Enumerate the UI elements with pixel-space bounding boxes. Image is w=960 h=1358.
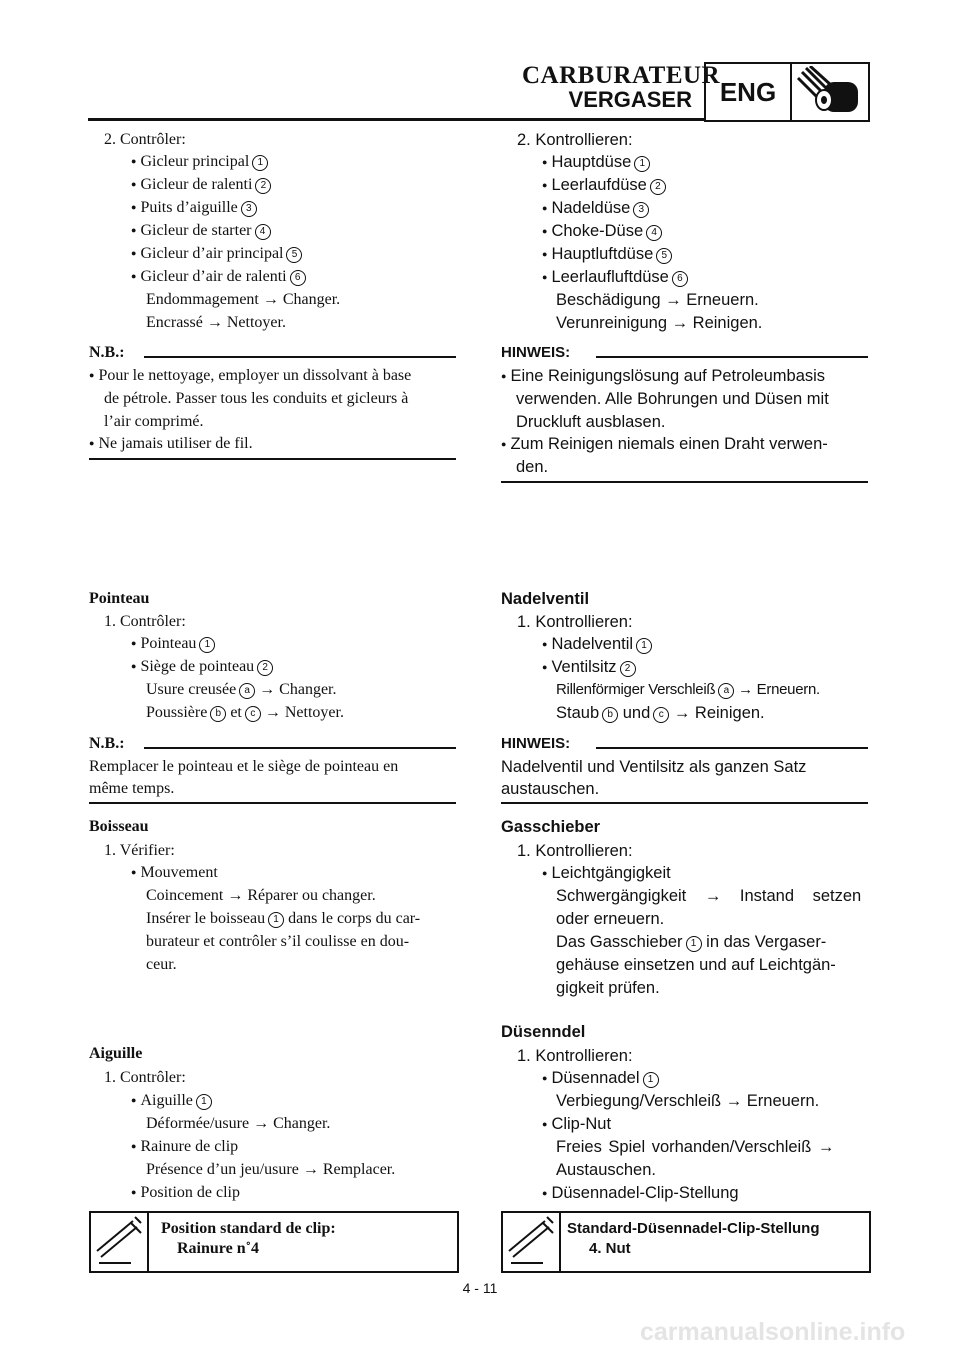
fr-nb1-b1-l2: de pétrole. Passer tous les conduits et gicleurs à bbox=[104, 390, 409, 407]
fr-spec-box-line-1: Position standard de clip: bbox=[161, 1220, 336, 1237]
fr-nb1-b1-l1: ● Pour le nettoyage, employer un dissolvant à base bbox=[89, 365, 411, 388]
fr-nb2-label: N.B.: bbox=[89, 735, 125, 752]
de-gasschieber-check: 1. Kontrollieren: bbox=[517, 842, 633, 860]
fr-boisseau-l2: Insérer le boisseau 1 dans le corps du car- bbox=[146, 910, 421, 927]
eng-badge bbox=[704, 62, 870, 122]
de-duesennadel-item-1-action: Verbiegung/Verschleiß → Erneuern. bbox=[556, 1092, 820, 1110]
de-hinweis1-b1-l3: Druckluft ausblasen. bbox=[516, 413, 666, 431]
fr-spec-box bbox=[89, 1211, 459, 1273]
de-spec-box-line-1: Standard-Düsennadel-Clip-Stellung bbox=[567, 1220, 820, 1237]
de-gasschieber-l5: gigkeit prüfen. bbox=[556, 979, 660, 997]
fr-nb1-label: N.B.: bbox=[89, 344, 125, 361]
fr-boisseau-l4: ceur. bbox=[146, 956, 177, 973]
fr-check2-title: 2. Contrôler: bbox=[104, 131, 186, 148]
fr-check2-action-1: Endommagement → Changer. bbox=[146, 291, 341, 308]
fr-check2-item-3: ● Puits d’aiguille 3 bbox=[131, 197, 257, 220]
de-duesennadel-item-2: ● Clip-Nut bbox=[542, 1113, 611, 1137]
fr-pointeau-item-2: ● Siège de pointeau 2 bbox=[131, 656, 273, 679]
de-duesennadel-heading: Düsenndel bbox=[501, 1023, 586, 1041]
fr-aiguille-item-1-action: Déformée/usure → Changer. bbox=[146, 1115, 331, 1132]
de-hinweis1-end-rule bbox=[501, 481, 868, 483]
de-nadelventil-wear: Rillenförmiger Verschleiß a → Erneuern. bbox=[556, 681, 820, 698]
fr-pointeau-wear: Usure creusée a → Changer. bbox=[146, 681, 337, 698]
de-nadelventil-item-2: ● Ventilsitz 2 bbox=[542, 656, 636, 680]
de-check2-item-3: ● Nadeldüse 3 bbox=[542, 197, 649, 221]
fr-nb1-b2: ● Ne jamais utiliser de fil. bbox=[89, 433, 253, 456]
fr-check2-item-1: ● Gicleur principal 1 bbox=[131, 151, 268, 174]
fr-check2-action-2: Encrassé → Nettoyer. bbox=[146, 314, 286, 331]
de-gasschieber-item: ● Leichtgängigkeit bbox=[542, 862, 671, 886]
fr-nb1-bar bbox=[144, 356, 456, 358]
de-hinweis1-b2-l2: den. bbox=[516, 458, 549, 476]
de-hinweis2-end-rule bbox=[501, 802, 868, 804]
de-check2-action-2: Verunreinigung → Reinigen. bbox=[556, 314, 763, 332]
fr-aiguille-item-2: ● Rainure de clip bbox=[131, 1136, 238, 1159]
de-hinweis2-bar bbox=[596, 747, 868, 749]
fr-boisseau-l1: Coincement → Réparer ou changer. bbox=[146, 887, 376, 904]
de-duesennadel-item-2-action-2: Austauschen. bbox=[556, 1161, 656, 1179]
de-duesennadel-item-2-action-1: Freies Spiel vorhanden/Verschleiß → bbox=[556, 1138, 835, 1156]
de-spec-box bbox=[501, 1211, 871, 1273]
de-check2-title: 2. Kontrollieren: bbox=[517, 131, 633, 149]
de-gasschieber-l1: Schwergängigkeit → Instand setzen bbox=[556, 887, 862, 905]
fr-check2-item-6: ● Gicleur d’air de ralenti 6 bbox=[131, 266, 306, 289]
fr-nb2-bar bbox=[144, 747, 456, 749]
engine-bolt-icon bbox=[794, 66, 866, 118]
de-check2-item-4: ● Choke-Düse 4 bbox=[542, 220, 662, 244]
fr-boisseau-l3: burateur et contrôler s’il coulisse en dou- bbox=[146, 933, 410, 950]
fr-aiguille-item-3: ● Position de clip bbox=[131, 1182, 240, 1205]
de-hinweis1-b1-l2: verwenden. Alle Bohrungen und Düsen mit bbox=[516, 390, 829, 408]
fr-boisseau-item: ● Mouvement bbox=[131, 862, 218, 885]
fr-check2-item-5: ● Gicleur d’air principal 5 bbox=[131, 243, 302, 266]
section-title-de: VERGASER bbox=[568, 87, 692, 112]
fr-spec-box-line-2: Rainure n˚4 bbox=[177, 1240, 259, 1257]
caliper-tool-icon bbox=[91, 1213, 149, 1271]
fr-pointeau-heading: Pointeau bbox=[89, 590, 150, 607]
de-hinweis2-l1: Nadelventil und Ventilsitz als ganzen Satz bbox=[501, 758, 807, 776]
de-spec-box-line-2: 4. Nut bbox=[589, 1240, 631, 1257]
fr-aiguille-heading: Aiguille bbox=[89, 1045, 143, 1062]
fr-check2-item-4: ● Gicleur de starter 4 bbox=[131, 220, 271, 243]
page-number: 4 - 11 bbox=[462, 1280, 498, 1296]
de-hinweis1-b2-l1: ● Zum Reinigen niemals einen Draht verwen- bbox=[501, 433, 828, 457]
de-gasschieber-l2: oder erneuern. bbox=[556, 910, 665, 928]
fr-pointeau-dust: Poussière b et c → Nettoyer. bbox=[146, 704, 344, 721]
de-nadelventil-item-1: ● Nadelventil 1 bbox=[542, 633, 652, 657]
de-check2-item-1: ● Hauptdüse 1 bbox=[542, 151, 650, 175]
fr-check2-item-2: ● Gicleur de ralenti 2 bbox=[131, 174, 271, 197]
de-check2-item-2: ● Leerlaufdüse 2 bbox=[542, 174, 666, 198]
de-nadelventil-heading: Nadelventil bbox=[501, 590, 590, 608]
de-hinweis2-label: HINWEIS: bbox=[501, 735, 571, 752]
de-check2-item-5: ● Hauptluftdüse 5 bbox=[542, 243, 672, 267]
fr-aiguille-check: 1. Contrôler: bbox=[104, 1069, 186, 1086]
de-hinweis1-b1-l1: ● Eine Reinigungslösung auf Petroleumbasis bbox=[501, 365, 825, 389]
fr-boisseau-heading: Boisseau bbox=[89, 818, 149, 835]
de-hinweis1-label: HINWEIS: bbox=[501, 344, 571, 361]
de-nadelventil-check: 1. Kontrollieren: bbox=[517, 613, 633, 631]
header-rule bbox=[88, 118, 704, 121]
fr-aiguille-item-2-action: Présence d’un jeu/usure → Remplacer. bbox=[146, 1161, 396, 1178]
fr-boisseau-check: 1. Vérifier: bbox=[104, 842, 175, 859]
fr-nb1-b1-l3: l’air comprimé. bbox=[104, 413, 204, 430]
de-check2-item-6: ● Leerlaufluftdüse 6 bbox=[542, 266, 688, 290]
eng-label: ENG bbox=[706, 64, 792, 120]
fr-aiguille-item-1: ● Aiguille 1 bbox=[131, 1090, 212, 1113]
de-hinweis1-bar bbox=[596, 356, 868, 358]
de-gasschieber-heading: Gasschieber bbox=[501, 818, 601, 836]
de-duesennadel-item-1: ● Düsennadel 1 bbox=[542, 1067, 659, 1091]
fr-pointeau-check: 1. Contrôler: bbox=[104, 613, 186, 630]
fr-nb2-end-rule bbox=[89, 802, 456, 804]
fr-nb2-l1: Remplacer le pointeau et le siège de pointeau en bbox=[89, 758, 399, 775]
de-duesennadel-item-3: ● Düsennadel-Clip-Stellung bbox=[542, 1182, 739, 1206]
caliper-tool-icon bbox=[503, 1213, 561, 1271]
fr-nb1-end-rule bbox=[89, 458, 456, 460]
de-hinweis2-l2: austauschen. bbox=[501, 780, 600, 798]
de-gasschieber-l3: Das Gasschieber 1 in das Vergaser- bbox=[556, 933, 827, 951]
de-duesennadel-check: 1. Kontrollieren: bbox=[517, 1047, 633, 1065]
watermark: carmanualsonline.info bbox=[640, 1318, 906, 1346]
de-nadelventil-dust: Staub b und c → Reinigen. bbox=[556, 704, 765, 722]
section-title-fr: CARBURATEUR bbox=[522, 62, 721, 89]
fr-nb2-l2: même temps. bbox=[89, 780, 175, 797]
de-gasschieber-l4: gehäuse einsetzen und auf Leichtgän- bbox=[556, 956, 836, 974]
de-check2-action-1: Beschädigung → Erneuern. bbox=[556, 291, 759, 309]
fr-pointeau-item-1: ● Pointeau 1 bbox=[131, 633, 215, 656]
